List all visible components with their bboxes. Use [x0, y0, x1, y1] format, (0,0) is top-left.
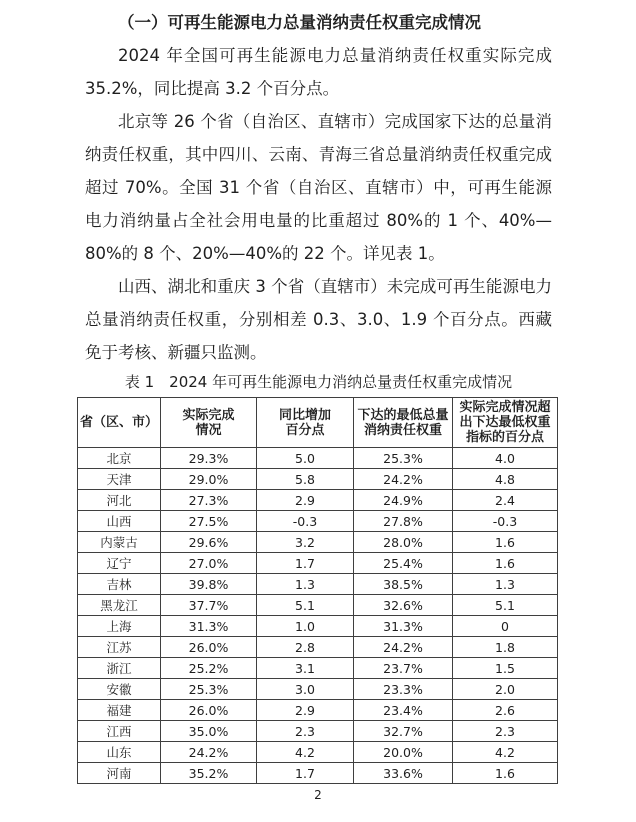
table-cell-value: 27.3% — [161, 490, 257, 511]
table-cell-value: 1.0 — [257, 616, 354, 637]
table-cell-province: 江苏 — [78, 637, 161, 658]
table-row — [78, 553, 558, 574]
table-header-row — [78, 398, 558, 448]
table-row — [78, 469, 558, 490]
section-heading: （一）可再生能源电力总量消纳责任权重完成情况 — [118, 13, 481, 32]
table-cell-value: 2.3 — [257, 721, 354, 742]
table-row — [78, 721, 558, 742]
table-cell-value: 26.0% — [161, 637, 257, 658]
table-cell-value: 37.7% — [161, 595, 257, 616]
table-cell-province: 江西 — [78, 721, 161, 742]
table-cell-value: 27.8% — [354, 511, 453, 532]
table-cell-value: 33.6% — [354, 763, 453, 784]
table-cell-province: 北京 — [78, 448, 161, 469]
table-cell-value: 29.3% — [161, 448, 257, 469]
table-cell-province: 山西 — [78, 511, 161, 532]
table-cell-province: 安徽 — [78, 679, 161, 700]
table-row — [78, 742, 558, 763]
table-cell-value: 4.2 — [257, 742, 354, 763]
table-cell-value: 1.6 — [453, 532, 558, 553]
paragraph-1: 2024 年全国可再生能源电力总量消纳责任权重实际完成 35.2%，同比提高 3.2 个百分点。 — [85, 46, 552, 98]
table-cell-value: 25.3% — [161, 679, 257, 700]
table-cell-value: 1.8 — [453, 637, 558, 658]
table-cell-value: 29.0% — [161, 469, 257, 490]
table-cell-value: 4.0 — [453, 448, 558, 469]
table-cell-value: 2.0 — [453, 679, 558, 700]
table-cell-province: 黑龙江 — [78, 595, 161, 616]
table-cell-value: 1.5 — [453, 658, 558, 679]
table-row — [78, 679, 558, 700]
table-cell-value: 2.3 — [453, 721, 558, 742]
table-cell-value: 28.0% — [354, 532, 453, 553]
table-cell-province: 河北 — [78, 490, 161, 511]
table-header-cell: 同比增加 百分点 — [257, 398, 354, 448]
table-cell-value: 39.8% — [161, 574, 257, 595]
table-cell-value: 35.0% — [161, 721, 257, 742]
table-row — [78, 511, 558, 532]
table-cell-value: 1.6 — [453, 763, 558, 784]
table-row — [78, 763, 558, 784]
table-cell-value: 3.1 — [257, 658, 354, 679]
table-cell-value: 5.1 — [453, 595, 558, 616]
table-cell-value: 25.3% — [354, 448, 453, 469]
table-cell-value: 5.1 — [257, 595, 354, 616]
table-row — [78, 700, 558, 721]
table-row — [78, 574, 558, 595]
table-cell-value: 1.6 — [453, 553, 558, 574]
table-cell-value: 0 — [453, 616, 558, 637]
table-cell-value: 23.3% — [354, 679, 453, 700]
table-body — [78, 448, 558, 784]
table-cell-value: 32.7% — [354, 721, 453, 742]
table-cell-value: 29.6% — [161, 532, 257, 553]
table-cell-value: -0.3 — [257, 511, 354, 532]
table-cell-value: -0.3 — [453, 511, 558, 532]
table-cell-value: 2.8 — [257, 637, 354, 658]
table-cell-value: 26.0% — [161, 700, 257, 721]
table-cell-value: 5.0 — [257, 448, 354, 469]
table-cell-value: 23.7% — [354, 658, 453, 679]
table-cell-value: 4.8 — [453, 469, 558, 490]
table-row — [78, 448, 558, 469]
table-row — [78, 532, 558, 553]
table-cell-value: 1.7 — [257, 763, 354, 784]
page-number: 2 — [314, 788, 322, 802]
table-cell-province: 天津 — [78, 469, 161, 490]
table-row — [78, 616, 558, 637]
table-title: 表 1 2024 年可再生能源电力消纳总量责任权重完成情况 — [124, 373, 513, 391]
table-header-cell: 实际完成情况超 出下达最低权重 指标的百分点 — [453, 398, 558, 448]
table-cell-province: 山东 — [78, 742, 161, 763]
table-cell-value: 3.2 — [257, 532, 354, 553]
completion-table — [77, 397, 558, 784]
table-cell-value: 3.0 — [257, 679, 354, 700]
table-row — [78, 490, 558, 511]
table-cell-value: 35.2% — [161, 763, 257, 784]
table-cell-value: 38.5% — [354, 574, 453, 595]
table-cell-province: 福建 — [78, 700, 161, 721]
table-cell-value: 5.8 — [257, 469, 354, 490]
table-header-cell: 实际完成 情况 — [161, 398, 257, 448]
table-cell-value: 1.3 — [257, 574, 354, 595]
table-cell-value: 31.3% — [161, 616, 257, 637]
table-cell-value: 25.4% — [354, 553, 453, 574]
table-cell-province: 辽宁 — [78, 553, 161, 574]
document-content — [79, 6, 552, 784]
table-cell-value: 2.9 — [257, 490, 354, 511]
table-cell-value: 1.7 — [257, 553, 354, 574]
table-cell-value: 4.2 — [453, 742, 558, 763]
table-cell-province: 内蒙古 — [78, 532, 161, 553]
paragraph-2: 北京等 26 个省（自治区、直辖市）完成国家下达的总量消纳责任权重，其中四川、云南、青海三省总量消纳责任权重完成超过 70%。全国 31 个省（自治区、直辖市）中，可再生能源电力消纳量占全社会用电量的比重超过 80%的 1 个、40%—80%的 8 个、20%—40%的 22 个。详见表 1。 — [85, 112, 552, 263]
table-cell-value: 20.0% — [354, 742, 453, 763]
table-cell-value: 23.4% — [354, 700, 453, 721]
table-row — [78, 637, 558, 658]
table-cell-value: 2.6 — [453, 700, 558, 721]
table-cell-value: 31.3% — [354, 616, 453, 637]
table-header-cell: 下达的最低总量 消纳责任权重 — [354, 398, 453, 448]
table-cell-province: 河南 — [78, 763, 161, 784]
table-cell-province: 浙江 — [78, 658, 161, 679]
table-cell-value: 24.2% — [161, 742, 257, 763]
table-header-cell: 省（区、市） — [78, 398, 161, 448]
table-cell-value: 27.0% — [161, 553, 257, 574]
table-cell-province: 吉林 — [78, 574, 161, 595]
table-cell-value: 24.2% — [354, 469, 453, 490]
table-cell-value: 24.9% — [354, 490, 453, 511]
table-cell-province: 上海 — [78, 616, 161, 637]
table-cell-value: 25.2% — [161, 658, 257, 679]
table-row — [78, 595, 558, 616]
table-cell-value: 27.5% — [161, 511, 257, 532]
table-cell-value: 2.4 — [453, 490, 558, 511]
table-cell-value: 32.6% — [354, 595, 453, 616]
table-cell-value: 2.9 — [257, 700, 354, 721]
table-cell-value: 24.2% — [354, 637, 453, 658]
table-row — [78, 658, 558, 679]
paragraph-3: 山西、湖北和重庆 3 个省（直辖市）未完成可再生能源电力总量消纳责任权重，分别相差 0.3、3.0、1.9 个百分点。西藏免于考核、新疆只监测。 — [85, 277, 552, 362]
table-cell-value: 1.3 — [453, 574, 558, 595]
